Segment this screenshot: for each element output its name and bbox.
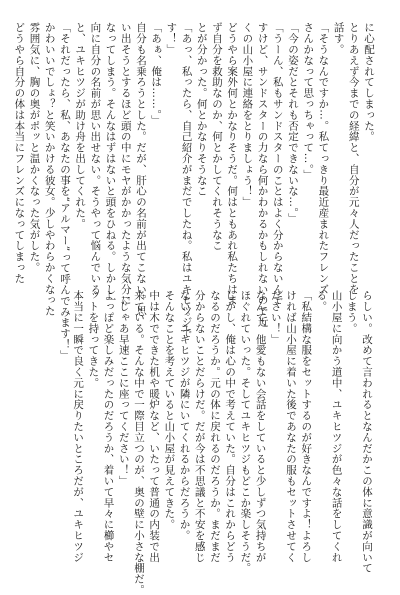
lower-text-block: らしい。改めて言われるとなんだかこの体に意識が向いて しまう。 山小屋に向かう道中、ユキヒツジが色々な話をしてくれ る。 「私結構な服をセットするのが好きなんですよ！よろし ければ山小屋に着いた後であなたの服もセットさせてく ださい！」 なんて、他愛もない会話をしていると少しずつ気持ちが ほぐれていった。そしてユキヒツジもどこか楽しそうだ。 しかし、俺は心の中で考えていた。自分はこれからどう なるのだろうか。元の体に戻れるのだろうか。まだまだ 分からないことだらけだ。だが今は不思議と不安を感じ ない。ユキヒツジが隣にいてくれるからだろうか。 そんなことを考えていると山小屋が見えてきた。 中は木でできた机や暖炉など、いたって普通の内装で出 来ている。そんな中で一際目立つのが、奥の壁に小さな棚だ。 「じゃあ早速ここに座ってください！」 よっぽど楽しみだったのだろうか、着いて早々に櫛やセ ットを持ってきた。 本当に一瞬で良く元に戻りたいところだが、ユキヒツジ (72, 290, 373, 595)
upper-text-block: に心配されてしまった。 とりあえず今までの経緯と、自分が元々人だったことを 話す。 「そうなんですか…。私てっきり最近産まれたフレンズ さんかなって思っちゃって…。」 「今の姿だとそれも否定できないな…。」 「うーん、私もサンドスターのことはよく分からないんで すけど、サンドスターの力なら何かわかるかもしれないので近 くの山小屋に連絡をとりましょう！」 どうやら案外何とかなりそうだ。何はともあれ私たちはま ず自分を救助なのか、何とかしてくれそうなこ とが分かった。何とかなりそうなこ 「あっ、私ったら、自己紹介がまだでしたね。私はユキヒツジで す！」 「あぁ、俺は……。」 自分も名乗ろうとした。だが、肝心の名前が出てこない。思 い出そうとするほど頭の中にモヤがかかったような気分に なってしまう。そんなはずはないと頭をひねる。しかし一 向に自分の名前が思い出せない。そうやって悩んでいる と、ユキヒツジが助け舟を出してくれた。 「それだったら、私、あなたの事を“アルマー”って呼んでみます！」 かわいいでしょ？と笑いかける彼女。少しやわらかくなった 雰囲気に、胸の奥がポッと温かくなった気がした。 どうやら自分の体は本当にフレンズになってしまった (13, 22, 375, 361)
